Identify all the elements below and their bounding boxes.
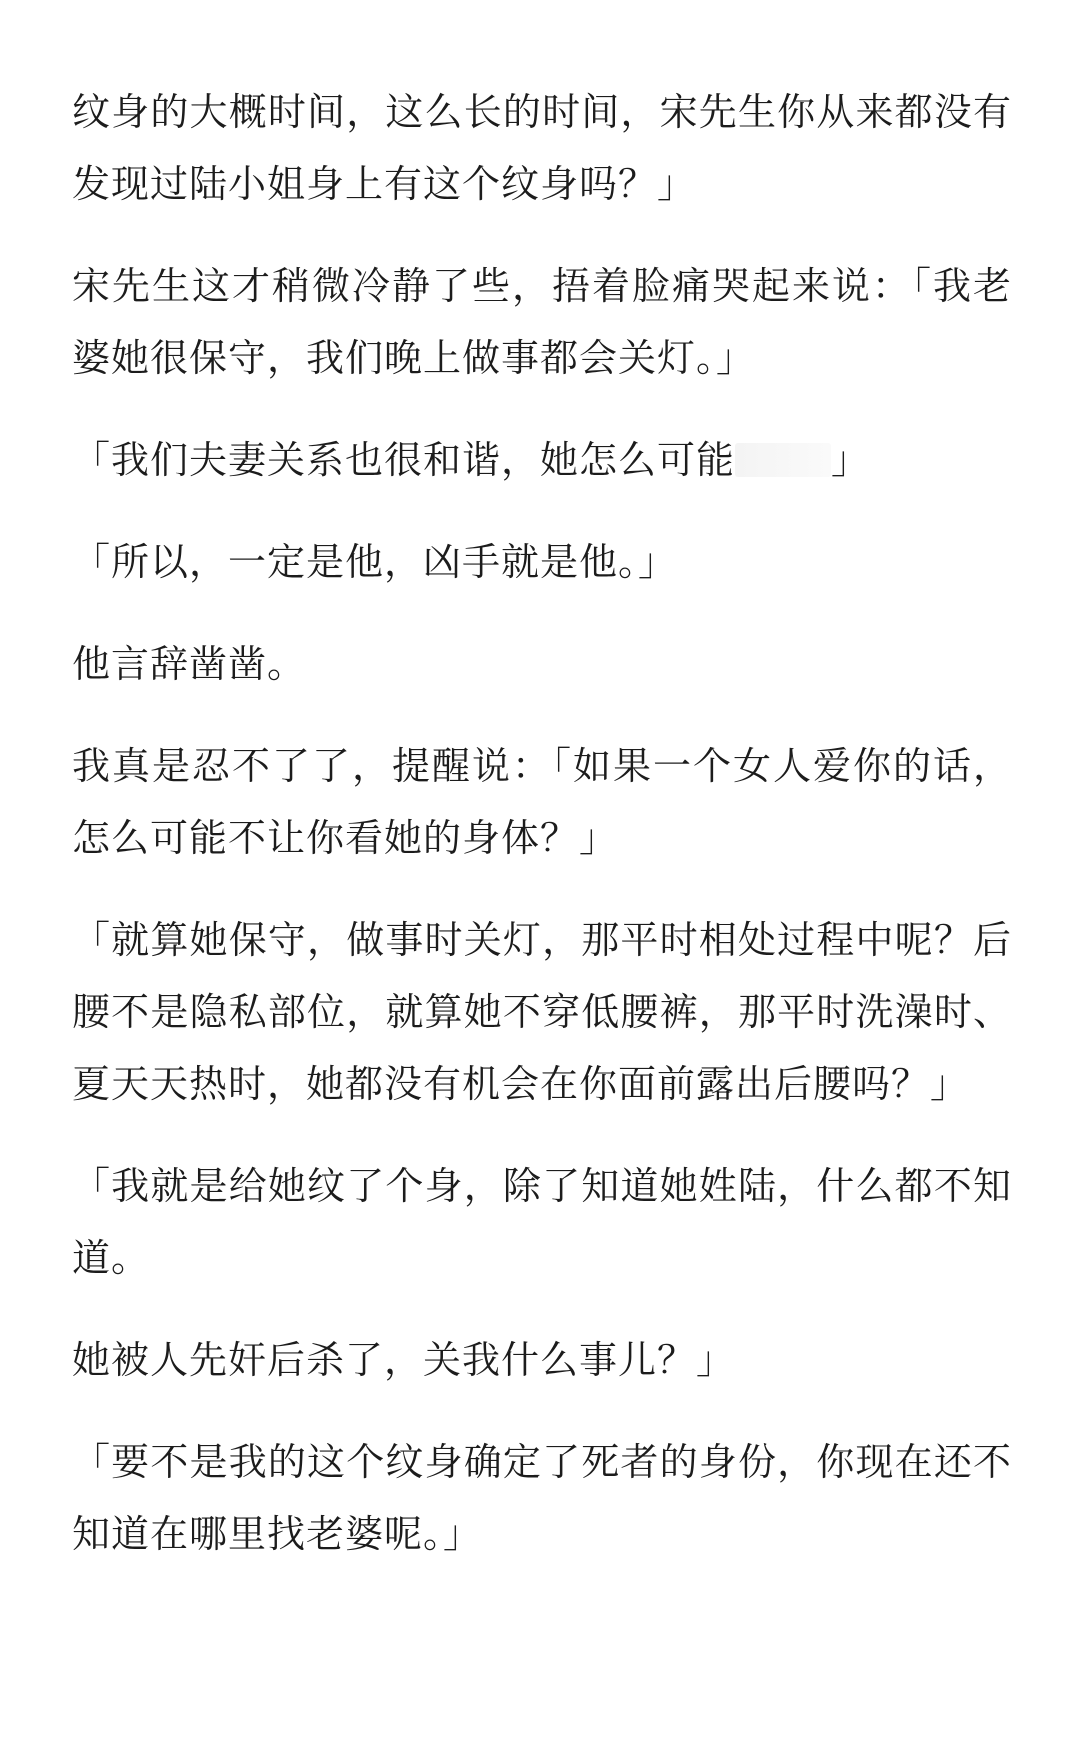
paragraph-3-closing-quote: 」 bbox=[831, 438, 871, 482]
paragraph-10: 「要不是我的这个纹身确定了死者的身份，你现在还不知道在哪里找老婆呢。」 bbox=[72, 1440, 1012, 1556]
article-body bbox=[72, 76, 1012, 1600]
paragraph-3 bbox=[72, 424, 1012, 496]
paragraph-3-text: 「我们夫妻关系也很和谐，她怎么可能 bbox=[72, 438, 736, 482]
paragraph-9: 她被人先奸后杀了，关我什么事儿？」 bbox=[72, 1338, 736, 1382]
paragraph-1: 纹身的大概时间，这么长的时间，宋先生你从来都没有发现过陆小姐身上有这个纹身吗？」 bbox=[72, 90, 1012, 206]
paragraph-5: 他言辞凿凿。 bbox=[72, 642, 307, 686]
paragraph-7: 「就算她保守，做事时关灯，那平时相处过程中呢？后腰不是隐私部位，就算她不穿低腰裤，那平时洗澡时、夏天天热时，她都没有机会在你面前露出后腰吗？」 bbox=[72, 918, 1012, 1106]
censor-mask bbox=[735, 443, 831, 477]
paragraph-8: 「我就是给她纹了个身，除了知道她姓陆，什么都不知道。 bbox=[72, 1164, 1012, 1280]
paragraph-4: 「所以，一定是他，凶手就是他。」 bbox=[72, 540, 678, 584]
paragraph-2: 宋先生这才稍微冷静了些，捂着脸痛哭起来说：「我老婆她很保守，我们晚上做事都会关灯。」 bbox=[72, 264, 1012, 380]
paragraph-6: 我真是忍不了了，提醒说：「如果一个女人爱你的话，怎么可能不让你看她的身体？」 bbox=[72, 744, 1012, 860]
